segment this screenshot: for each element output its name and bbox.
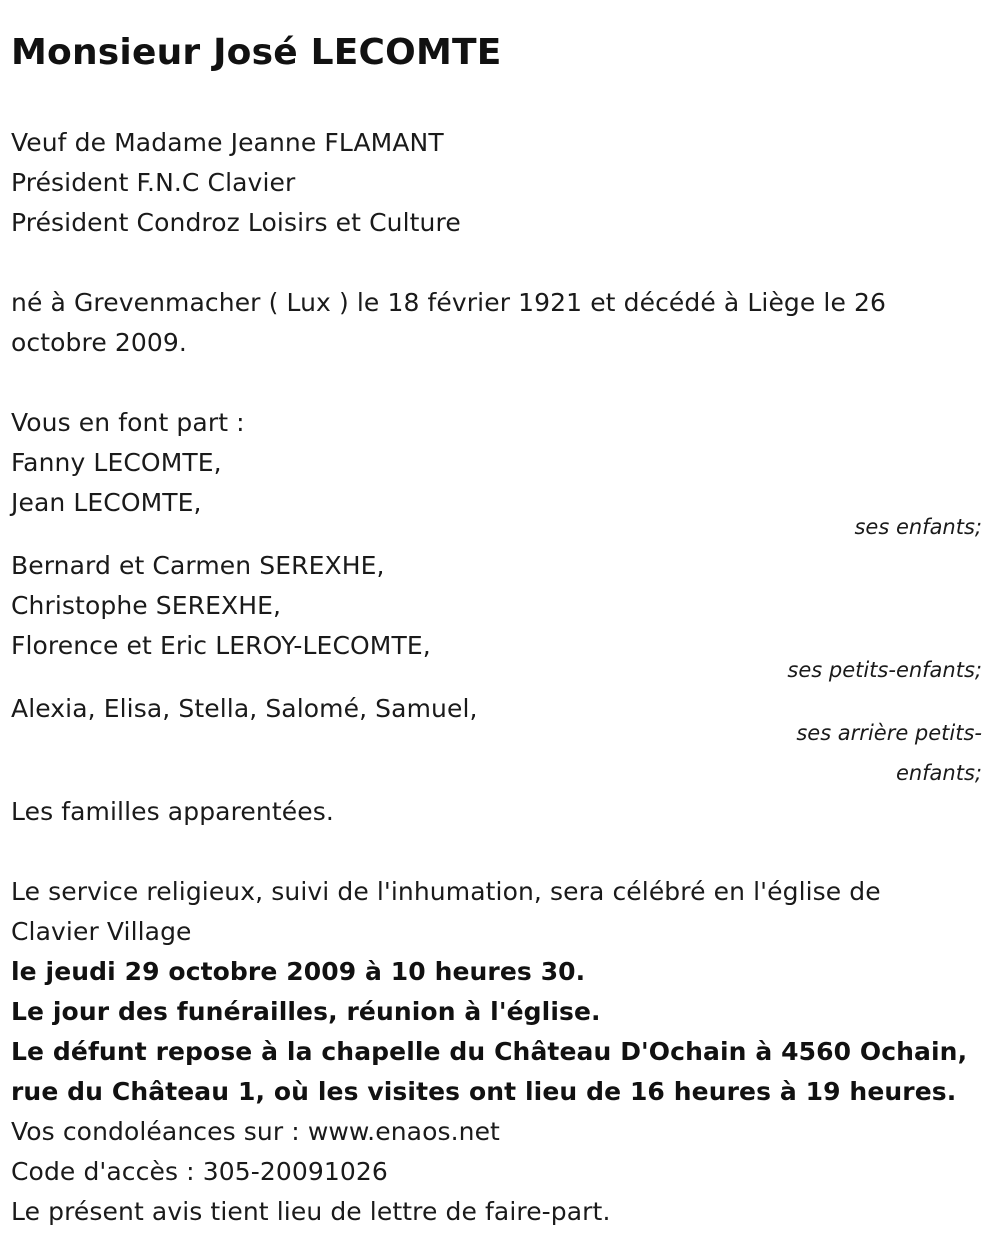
birth-death-line: né à Grevenmacher ( Lux ) le 18 février 1921 et décédé à Liège le 26: [11, 288, 887, 317]
intro-line: Président Condroz Loisirs et Culture: [11, 208, 461, 237]
great-grandchildren-role: ses arrière petits-: [796, 721, 982, 745]
service-line: Clavier Village: [11, 917, 192, 946]
grandchildren-role: ses petits-enfants;: [787, 658, 982, 682]
service-line: Le service religieux, suivi de l'inhumation, sera célébré en l'église de: [11, 877, 881, 906]
repose-info: Le défunt repose à la chapelle du Château D'Ochain à 4560 Ochain,: [11, 1037, 968, 1066]
children-role: ses enfants;: [854, 515, 982, 539]
announce-line: Vous en font part :: [11, 408, 245, 437]
child-name: Jean LECOMTE,: [11, 488, 202, 517]
intro-line: Président F.N.C Clavier: [11, 168, 296, 197]
visits-info: rue du Château 1, où les visites ont lieu de 16 heures à 19 heures.: [11, 1077, 957, 1106]
condolences-line: Vos condoléances sur : www.enaos.net: [11, 1117, 500, 1146]
great-grandchild-names: Alexia, Elisa, Stella, Salomé, Samuel,: [11, 694, 478, 723]
grandchild-name: Bernard et Carmen SEREXHE,: [11, 551, 385, 580]
service-date: le jeudi 29 octobre 2009 à 10 heures 30.: [11, 957, 586, 986]
grandchild-name: Florence et Eric LEROY-LECOMTE,: [11, 631, 431, 660]
page-title: Monsieur José LECOMTE: [11, 32, 502, 73]
child-name: Fanny LECOMTE,: [11, 448, 222, 477]
families-line: Les familles apparentées.: [11, 797, 334, 826]
meeting-info: Le jour des funérailles, réunion à l'église.: [11, 997, 601, 1026]
notice-line: Le présent avis tient lieu de lettre de faire-part.: [11, 1197, 611, 1226]
great-grandchildren-role: enfants;: [895, 761, 982, 785]
birth-death-line: octobre 2009.: [11, 328, 187, 357]
grandchild-name: Christophe SEREXHE,: [11, 591, 282, 620]
access-code-line: Code d'accès : 305-20091026: [11, 1157, 388, 1186]
intro-line: Veuf de Madame Jeanne FLAMANT: [11, 128, 444, 157]
